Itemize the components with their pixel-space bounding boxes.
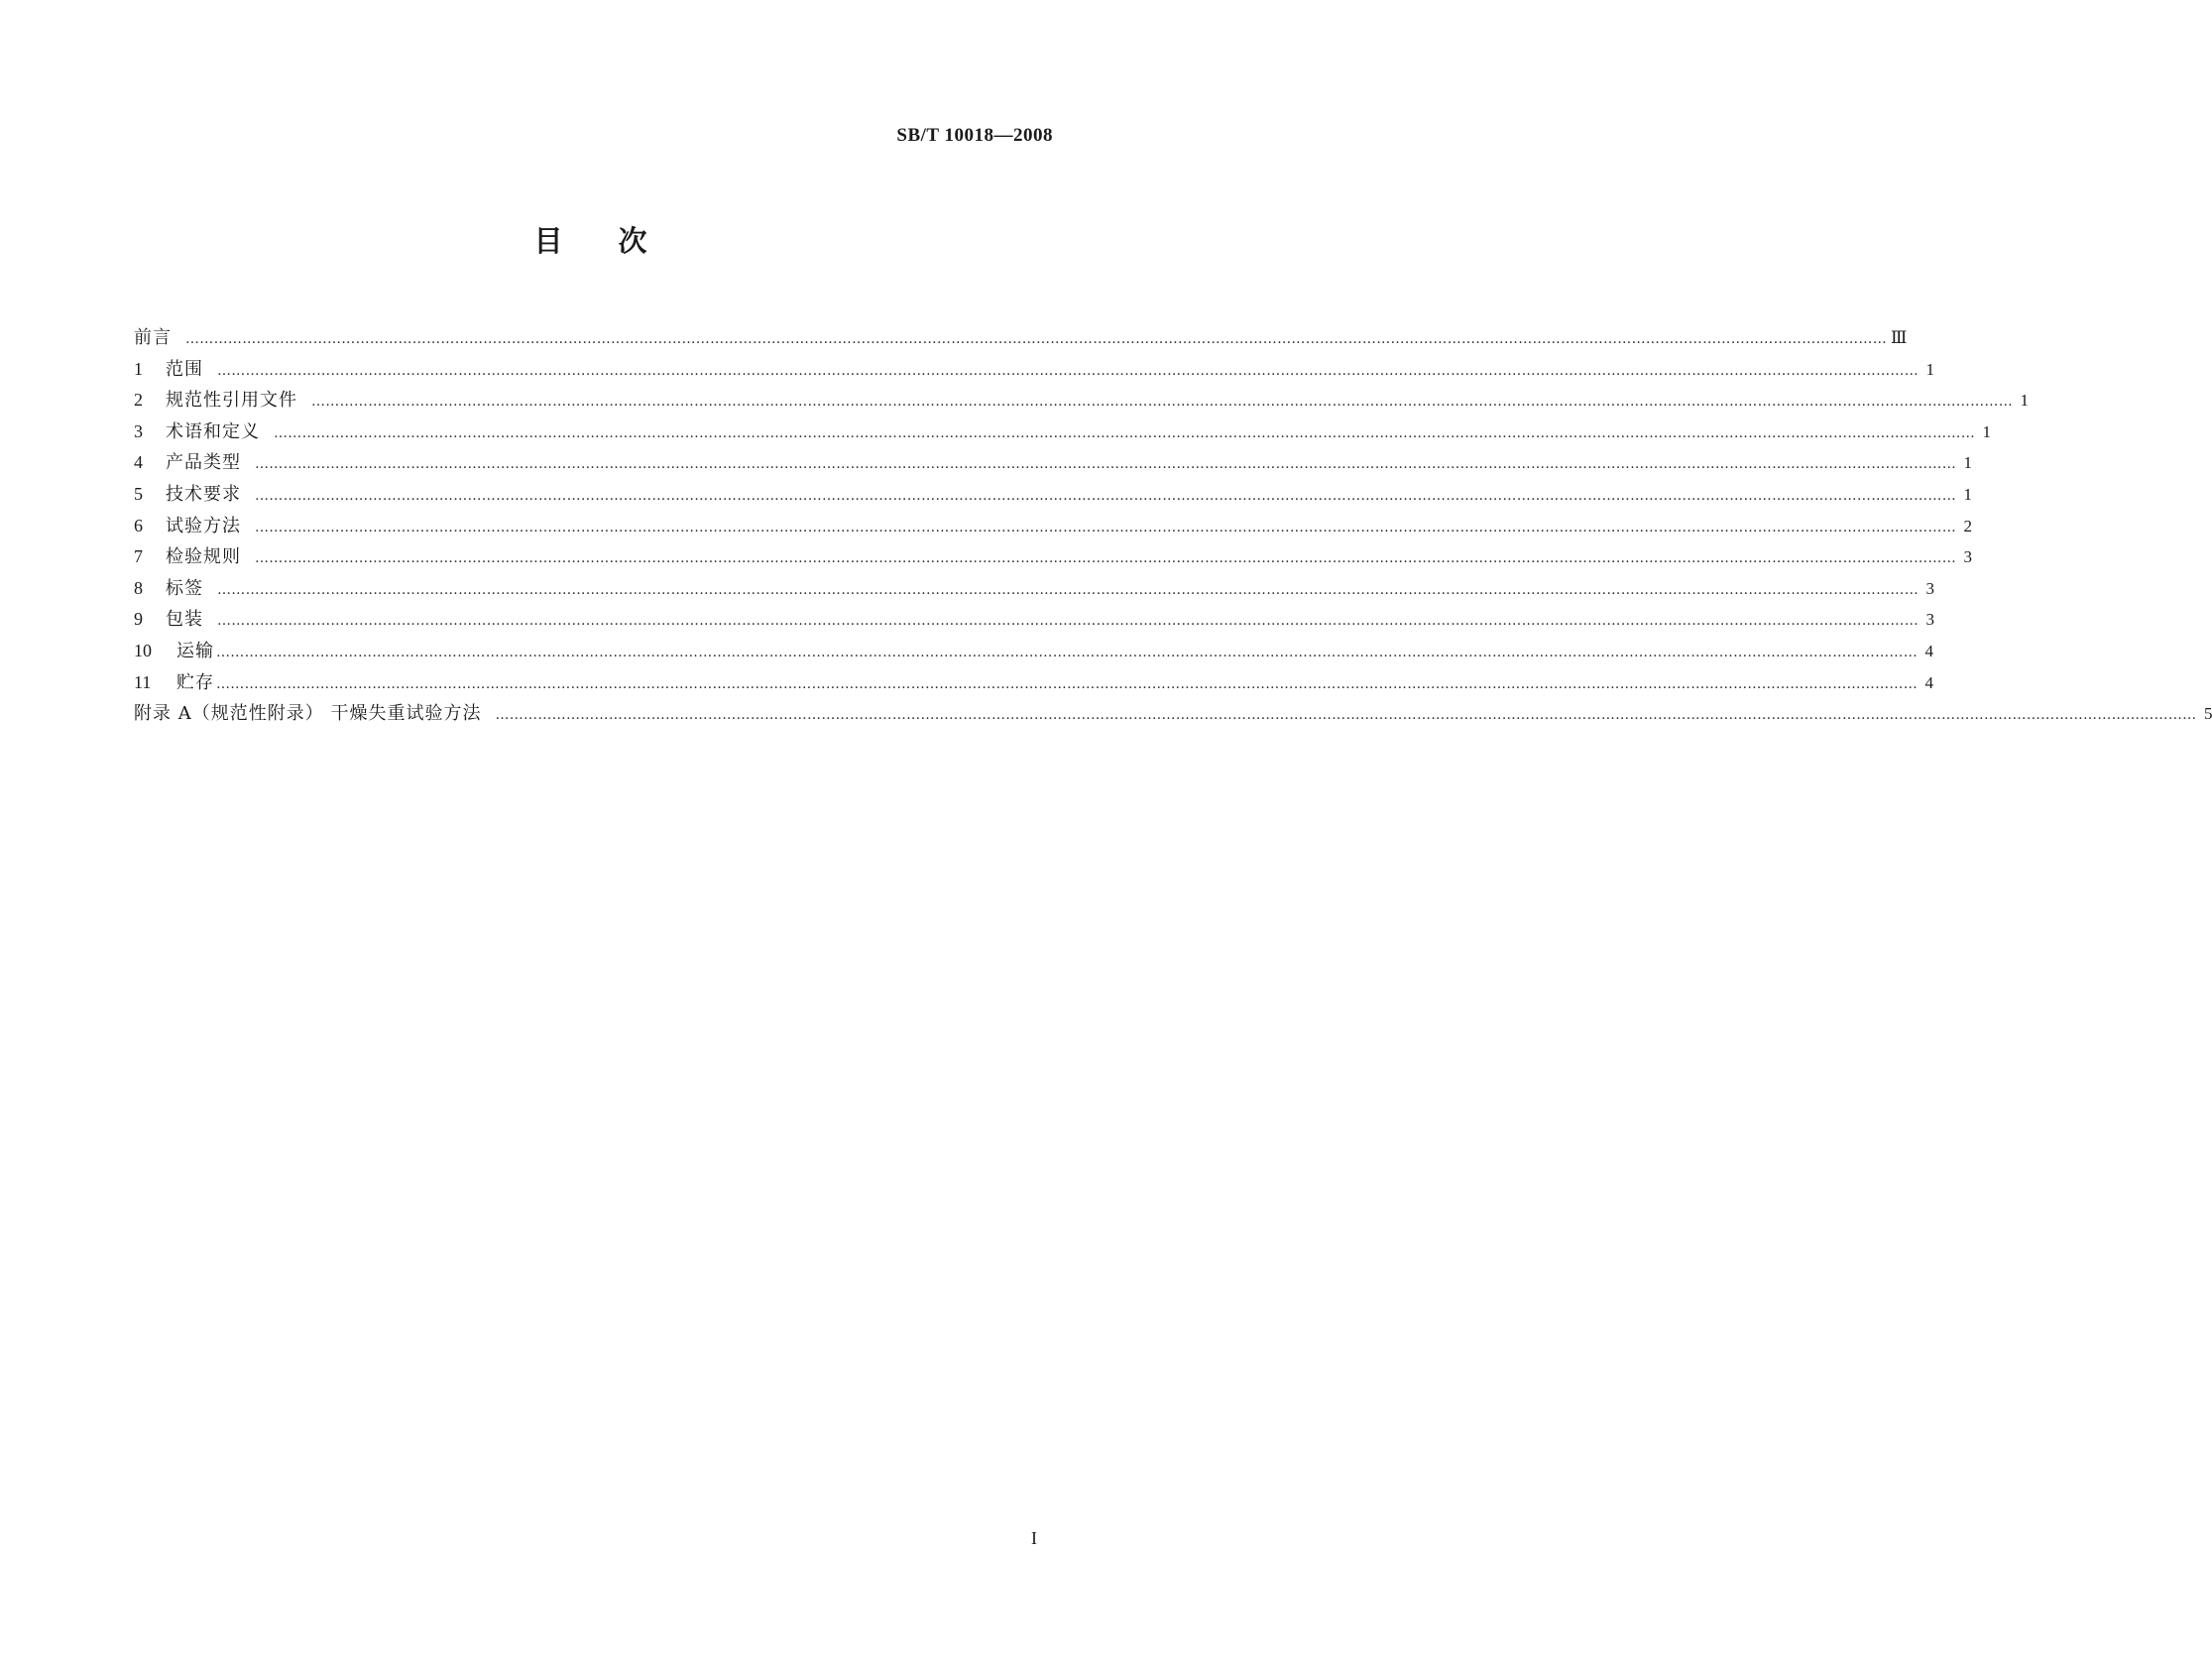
toc-entry-number: 1 — [134, 358, 143, 379]
toc-entry-page: 5 — [2203, 704, 2212, 724]
toc-entry[interactable] — [134, 604, 1934, 636]
dot-leader: ……………………………………………………………………………………………………………………………………………………………………………………………………………………………………………………………………………………………………………………………… — [255, 487, 1956, 504]
toc-entry-number: 2 — [134, 390, 143, 411]
toc-entry-number: 3 — [134, 420, 143, 441]
toc-entry-label: 产品类型 — [166, 452, 241, 474]
toc-entry[interactable] — [134, 385, 2029, 417]
toc-entry-label: 检验规则 — [166, 546, 241, 568]
toc-entry-page: Ⅲ — [1891, 328, 1908, 347]
toc-entry[interactable] — [134, 511, 1972, 542]
toc-entry-page: 4 — [1924, 641, 1933, 660]
toc-entry-page: 1 — [1963, 453, 1972, 473]
dot-leader: ……………………………………………………………………………………………………………………………………………………………………………………………………………………………………………………………………………………………………………………………… — [274, 424, 1975, 441]
toc-entry-number: 9 — [134, 609, 143, 630]
toc-entry-number: 11 — [134, 671, 152, 692]
toc-entry-label: 包装 — [166, 609, 203, 631]
toc-entry-label: 附录 A（规范性附录） 干燥失重试验方法 — [134, 703, 482, 725]
toc-entry-number: 7 — [134, 546, 143, 567]
toc-entry-label: 技术要求 — [166, 483, 241, 505]
toc-entry[interactable] — [134, 636, 1933, 667]
dot-leader: ……………………………………………………………………………………………………………………………………………………………………………………………………………………………………………………………………………………………………………………………… — [255, 519, 1956, 536]
dot-leader: ……………………………………………………………………………………………………………………………………………………………………………………………………………………………………………………………………………………………………………………………… — [217, 613, 1919, 630]
dot-leader: ……………………………………………………………………………………………………………………………………………………………………………………………………………………………………………………………………………………………………………………………… — [311, 394, 2013, 411]
toc-entry-page: 3 — [1963, 547, 1972, 567]
toc-entry[interactable] — [134, 667, 1933, 699]
toc-entry-number: 8 — [134, 577, 143, 598]
toc-entry-page: 2 — [1963, 516, 1972, 536]
toc-entry-page: 1 — [1963, 484, 1972, 504]
toc-title: 目次 — [533, 224, 703, 258]
toc-entry[interactable] — [134, 322, 1908, 354]
toc-entry-page: 1 — [1982, 421, 1991, 441]
page-number: I — [1031, 1528, 1037, 1548]
toc-entry-number: 4 — [134, 452, 143, 473]
toc-entry-number: 10 — [134, 640, 152, 660]
dot-leader: ……………………………………………………………………………………………………………………………………………………………………………………………………………………………………………………………………………………………………………………………… — [216, 675, 1918, 692]
toc-entry[interactable] — [134, 479, 1972, 511]
toc-entry-label: 前言 — [134, 327, 172, 348]
dot-leader: ……………………………………………………………………………………………………………………………………………………………………………………………………………………………………………………………………………………………………………………………… — [255, 456, 1956, 473]
toc-entry[interactable] — [134, 541, 1972, 573]
toc-entry-page: 1 — [2020, 391, 2029, 411]
toc-entry[interactable] — [134, 417, 1991, 448]
dot-leader: ……………………………………………………………………………………………………………………………………………………………………………………………………………………………………………………………………………………………………………………………… — [217, 581, 1919, 598]
toc-entry[interactable] — [134, 698, 2212, 730]
dot-leader: ……………………………………………………………………………………………………………………………………………………………………………………………………………………………………………………………………………………………………………………………… — [217, 362, 1919, 379]
toc-entry-label: 试验方法 — [166, 515, 241, 537]
toc-entry-label: 运输 — [176, 640, 214, 661]
dot-leader: ……………………………………………………………………………………………………………………………………………………………………………………………………………………………………………………………………………………………………………………………… — [495, 707, 2197, 724]
toc-entry-label: 规范性引用文件 — [166, 390, 297, 412]
toc-entry-label: 术语和定义 — [166, 420, 260, 442]
toc-entry-number: 6 — [134, 515, 143, 536]
toc-entry-label: 贮存 — [176, 671, 214, 693]
toc-entry-page: 3 — [1925, 610, 1934, 630]
dot-leader: ……………………………………………………………………………………………………………………………………………………………………………………………………………………………………………………………………………………………………………………………… — [185, 331, 1887, 347]
toc-entry-page: 1 — [1925, 359, 1934, 379]
table-of-contents — [134, 322, 2212, 730]
toc-entry[interactable] — [134, 354, 1934, 386]
toc-entry-label: 范围 — [166, 358, 203, 380]
toc-entry-number: 5 — [134, 483, 143, 504]
toc-entry[interactable] — [134, 573, 1934, 605]
toc-entry-page: 3 — [1925, 578, 1934, 598]
dot-leader: ……………………………………………………………………………………………………………………………………………………………………………………………………………………………………………………………………………………………………………………………… — [216, 644, 1918, 660]
toc-entry-label: 标签 — [166, 577, 203, 599]
toc-entry[interactable] — [134, 447, 1972, 479]
dot-leader: ……………………………………………………………………………………………………………………………………………………………………………………………………………………………………………………………………………………………………………………………… — [255, 550, 1956, 567]
standard-code: SB/T 10018—2008 — [896, 125, 1053, 146]
toc-entry-page: 4 — [1924, 672, 1933, 692]
